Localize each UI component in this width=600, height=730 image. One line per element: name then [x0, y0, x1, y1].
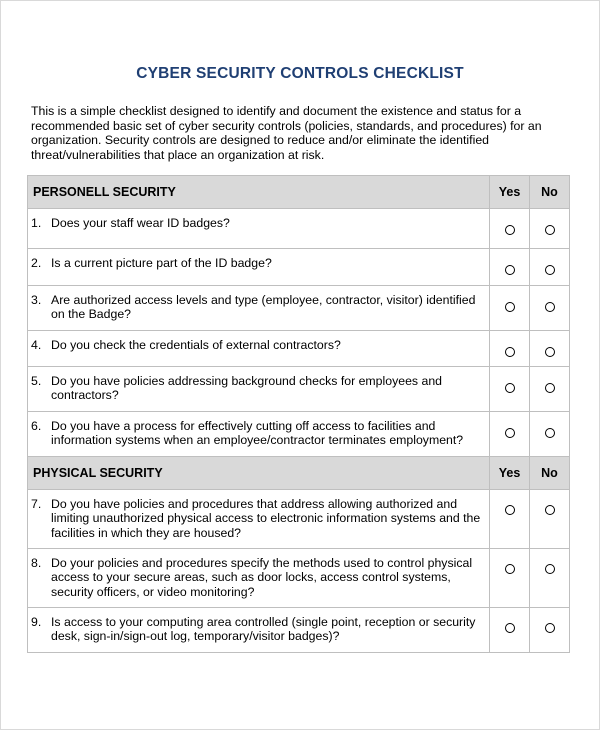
yes-radio[interactable] — [505, 505, 515, 515]
no-radio[interactable] — [545, 428, 555, 438]
question-row — [28, 412, 570, 457]
yes-radio[interactable] — [505, 623, 515, 633]
document-title: CYBER SECURITY CONTROLS CHECKLIST — [136, 65, 464, 82]
yes-radio[interactable] — [505, 347, 515, 357]
yes-radio[interactable] — [505, 383, 515, 393]
question-row — [28, 549, 570, 608]
no-column-header: No — [530, 457, 570, 490]
no-radio[interactable] — [545, 225, 555, 235]
question-row — [28, 490, 570, 549]
no-radio[interactable] — [545, 347, 555, 357]
no-radio[interactable] — [545, 505, 555, 515]
no-radio[interactable] — [545, 265, 555, 275]
question-text: Is a current picture part of the ID badge? — [51, 256, 272, 270]
yes-column-header: Yes — [490, 457, 530, 490]
question-number: 5. — [31, 374, 42, 388]
section-heading: PERSONELL SECURITY — [28, 176, 490, 209]
question-text: Is access to your computing area controlled (single point, reception or security desk, sign-in/sign-out log, temporary/visitor badges)? — [51, 615, 476, 644]
question-number: 7. — [31, 497, 42, 511]
question-text: Do you check the credentials of external contractors? — [51, 338, 341, 352]
no-radio[interactable] — [545, 623, 555, 633]
question-number: 4. — [31, 338, 42, 352]
question-text: Do you have policies and procedures that address allowing authorized and limiting unauthorized physical access to electronic information systems and the facilities in which they are housed? — [51, 497, 481, 540]
question-number: 6. — [31, 419, 42, 433]
question-text: Does your staff wear ID badges? — [51, 216, 230, 230]
no-radio[interactable] — [545, 302, 555, 312]
question-row — [28, 209, 570, 249]
checklist-table — [27, 175, 570, 653]
yes-radio[interactable] — [505, 428, 515, 438]
question-text: Do you have a process for effectively cutting off access to facilities and information systems when an employee/contractor terminates employment? — [51, 419, 464, 448]
question-text: Do your policies and procedures specify the methods used to control physical access to your secure areas, such as door locks, access control systems, security officers, or video monitoring? — [51, 556, 473, 599]
no-column-header: No — [530, 176, 570, 209]
question-number: 8. — [31, 556, 42, 570]
section-heading: PHYSICAL SECURITY — [28, 457, 490, 490]
section-header — [28, 457, 570, 490]
question-number: 2. — [31, 256, 42, 270]
question-row — [28, 249, 570, 286]
question-row — [28, 367, 570, 412]
yes-radio[interactable] — [505, 564, 515, 574]
question-number: 1. — [31, 216, 42, 230]
question-row — [28, 286, 570, 331]
question-number: 9. — [31, 615, 42, 629]
no-radio[interactable] — [545, 564, 555, 574]
question-number: 3. — [31, 293, 42, 307]
question-text: Are authorized access levels and type (employee, contractor, visitor) identified on the Badge? — [51, 293, 476, 322]
section-header — [28, 176, 570, 209]
question-row — [28, 608, 570, 653]
question-text: Do you have policies addressing background checks for employees and contractors? — [51, 374, 442, 403]
intro-paragraph: This is a simple checklist designed to identify and document the existence and status for a recommended basic set of cyber security controls (policies, standards, and procedures) for an organization. Security controls are designed to reduce and/or eliminate the identified threat/vulnerabilities that place an organization at risk. — [31, 104, 542, 162]
yes-radio[interactable] — [505, 302, 515, 312]
question-row — [28, 331, 570, 367]
yes-radio[interactable] — [505, 225, 515, 235]
yes-radio[interactable] — [505, 265, 515, 275]
yes-column-header: Yes — [490, 176, 530, 209]
no-radio[interactable] — [545, 383, 555, 393]
